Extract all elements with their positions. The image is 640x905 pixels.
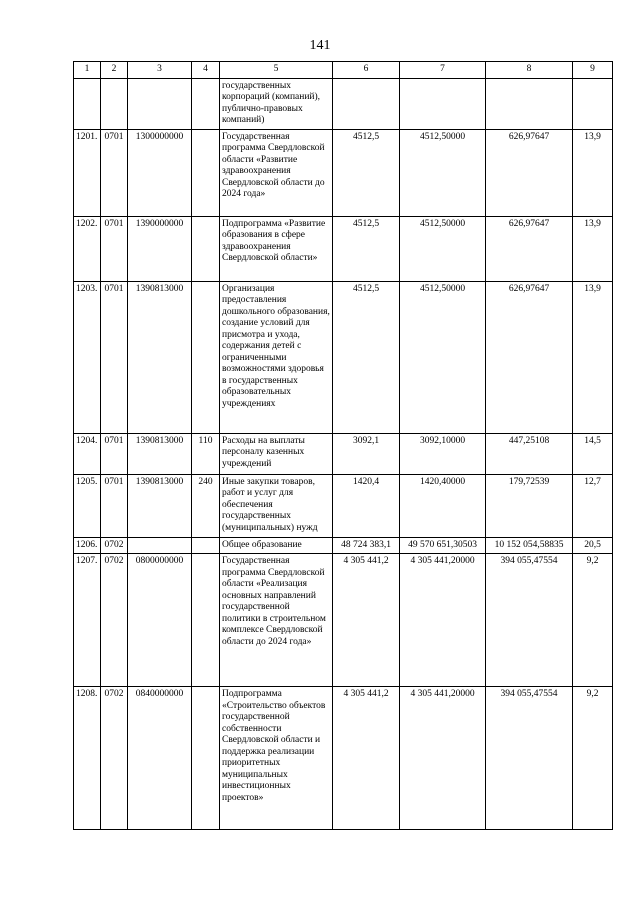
- row-number: 1201.: [74, 129, 101, 216]
- value-col8: 10 152 054,58835: [486, 537, 573, 554]
- target-article-code: 0800000000: [128, 554, 192, 687]
- value-col8: 394 055,47554: [486, 554, 573, 687]
- table-row: [74, 687, 613, 830]
- row-number: 1203.: [74, 281, 101, 433]
- value-col9: 13,9: [573, 281, 613, 433]
- target-article-code: [128, 78, 192, 129]
- row-number: 1206.: [74, 537, 101, 554]
- column-header: 4: [192, 62, 220, 79]
- column-header: 8: [486, 62, 573, 79]
- value-col7: 4 305 441,20000: [400, 554, 486, 687]
- value-col8: 626,97647: [486, 281, 573, 433]
- expense-type-code: 110: [192, 433, 220, 474]
- table-row: [74, 281, 613, 433]
- table-row: [74, 129, 613, 216]
- value-col7: 4512,50000: [400, 281, 486, 433]
- value-col8: 626,97647: [486, 216, 573, 281]
- row-number: [74, 78, 101, 129]
- value-col9: 12,7: [573, 474, 613, 537]
- section-code: [101, 78, 128, 129]
- value-col6: 48 724 383,1: [333, 537, 400, 554]
- table-row: [74, 78, 613, 129]
- target-article-code: 0840000000: [128, 687, 192, 830]
- section-code: 0702: [101, 554, 128, 687]
- value-col8: 394 055,47554: [486, 687, 573, 830]
- value-col7: 4 305 441,20000: [400, 687, 486, 830]
- row-number: 1205.: [74, 474, 101, 537]
- item-name: Иные закупки товаров, работ и услуг для обеспечения государственных (муниципальных) нужд: [220, 474, 333, 537]
- value-col6: 4512,5: [333, 129, 400, 216]
- value-col6: 4 305 441,2: [333, 554, 400, 687]
- value-col7: [400, 78, 486, 129]
- value-col7: 4512,50000: [400, 129, 486, 216]
- expense-type-code: [192, 554, 220, 687]
- value-col9: 20,5: [573, 537, 613, 554]
- value-col8: 626,97647: [486, 129, 573, 216]
- item-name: Организация предоставления дошкольного образования, создание условий для присмотра и ухода, содержания детей с ограниченными возможностями здоровья в государственных образовательных учреждениях: [220, 281, 333, 433]
- target-article-code: [128, 537, 192, 554]
- section-code: 0701: [101, 129, 128, 216]
- column-header: 1: [74, 62, 101, 79]
- value-col9: 9,2: [573, 687, 613, 830]
- target-article-code: 1300000000: [128, 129, 192, 216]
- table-row: [74, 474, 613, 537]
- table-row: [74, 537, 613, 554]
- value-col6: 4512,5: [333, 281, 400, 433]
- value-col7: 1420,40000: [400, 474, 486, 537]
- item-name: государственных корпораций (компаний), публично-правовых компаний): [220, 78, 333, 129]
- value-col6: 4512,5: [333, 216, 400, 281]
- value-col7: 4512,50000: [400, 216, 486, 281]
- column-header: 5: [220, 62, 333, 79]
- value-col8: 447,25108: [486, 433, 573, 474]
- item-name: Подпрограмма «Строительство объектов государственной собственности Свердловской области и поддержка реализации приоритетных муниципальных инвестиционных проектов»: [220, 687, 333, 830]
- row-number: 1204.: [74, 433, 101, 474]
- column-header: 2: [101, 62, 128, 79]
- expense-type-code: [192, 78, 220, 129]
- item-name: Подпрограмма «Развитие образования в сфере здравоохранения Свердловской области»: [220, 216, 333, 281]
- value-col6: 1420,4: [333, 474, 400, 537]
- section-code: 0702: [101, 687, 128, 830]
- target-article-code: 1390000000: [128, 216, 192, 281]
- target-article-code: 1390813000: [128, 281, 192, 433]
- value-col7: 3092,10000: [400, 433, 486, 474]
- column-header: 7: [400, 62, 486, 79]
- value-col9: 9,2: [573, 554, 613, 687]
- column-header: 3: [128, 62, 192, 79]
- column-header: 6: [333, 62, 400, 79]
- item-name: Государственная программа Свердловской области «Реализация основных направлений государственной политики в строительном комплексе Свердловской области до 2024 года»: [220, 554, 333, 687]
- table-header-row: [74, 62, 613, 79]
- table-row: [74, 216, 613, 281]
- expense-type-code: [192, 129, 220, 216]
- row-number: 1208.: [74, 687, 101, 830]
- value-col8: 179,72539: [486, 474, 573, 537]
- column-header: 9: [573, 62, 613, 79]
- target-article-code: 1390813000: [128, 433, 192, 474]
- value-col9: 13,9: [573, 216, 613, 281]
- section-code: 0701: [101, 281, 128, 433]
- value-col6: 4 305 441,2: [333, 687, 400, 830]
- value-col7: 49 570 651,30503: [400, 537, 486, 554]
- target-article-code: 1390813000: [128, 474, 192, 537]
- value-col9: [573, 78, 613, 129]
- expense-type-code: [192, 281, 220, 433]
- expense-type-code: [192, 537, 220, 554]
- expense-type-code: 240: [192, 474, 220, 537]
- item-name: Расходы на выплаты персоналу казенных учреждений: [220, 433, 333, 474]
- table-row: [74, 554, 613, 687]
- value-col6: [333, 78, 400, 129]
- value-col6: 3092,1: [333, 433, 400, 474]
- value-col9: 13,9: [573, 129, 613, 216]
- item-name: Государственная программа Свердловской области «Развитие здравоохранения Свердловской области до 2024 года»: [220, 129, 333, 216]
- section-code: 0701: [101, 433, 128, 474]
- expense-type-code: [192, 216, 220, 281]
- expense-type-code: [192, 687, 220, 830]
- value-col9: 14,5: [573, 433, 613, 474]
- section-code: 0701: [101, 216, 128, 281]
- page-number: 141: [309, 38, 331, 53]
- section-code: 0702: [101, 537, 128, 554]
- row-number: 1202.: [74, 216, 101, 281]
- table-row: [74, 433, 613, 474]
- item-name: Общее образование: [220, 537, 333, 554]
- value-col8: [486, 78, 573, 129]
- budget-table: [73, 61, 613, 830]
- section-code: 0701: [101, 474, 128, 537]
- row-number: 1207.: [74, 554, 101, 687]
